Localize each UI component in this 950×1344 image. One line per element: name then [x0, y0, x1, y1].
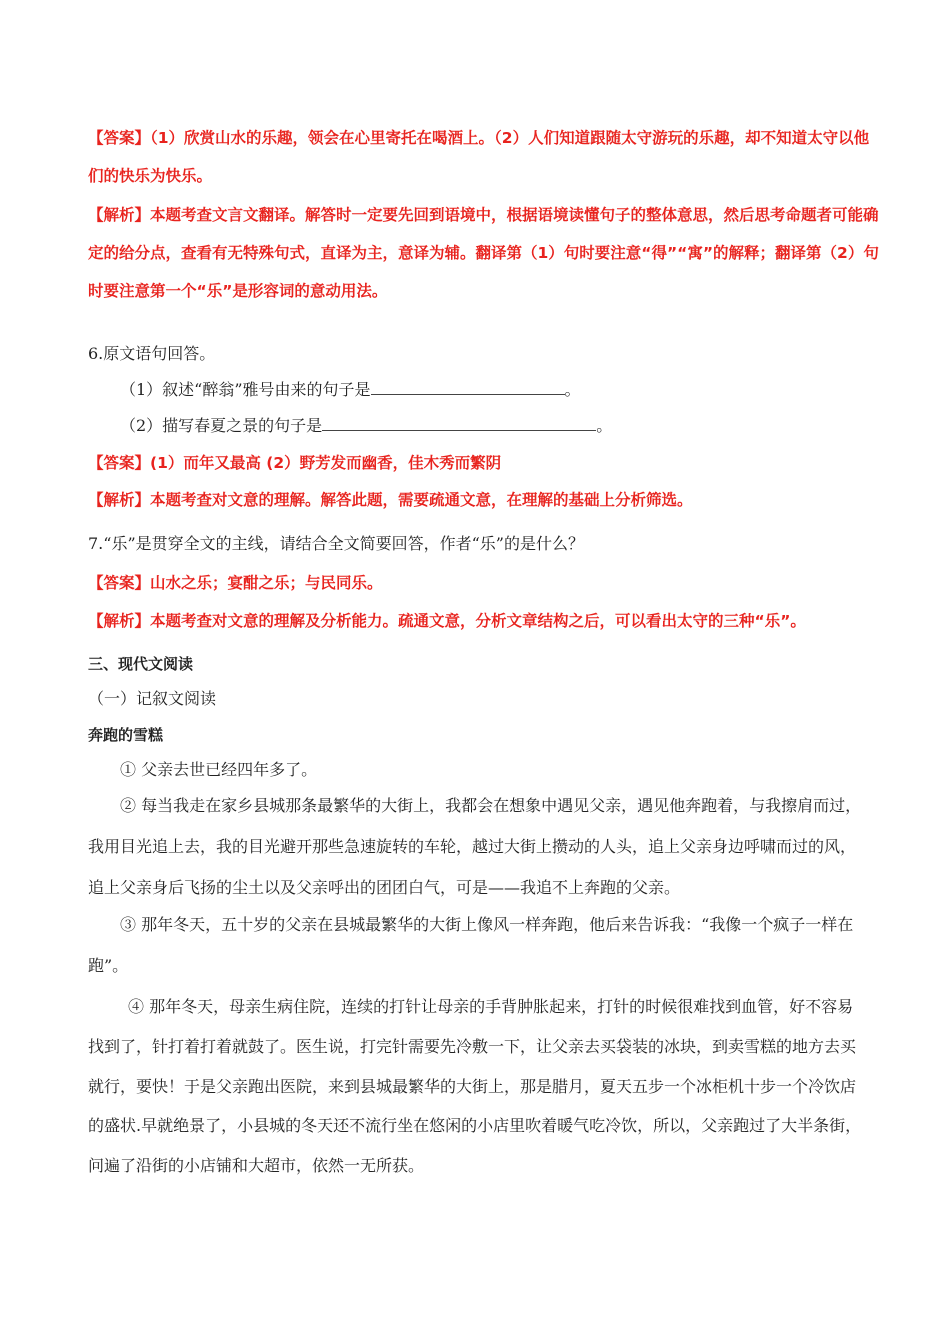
question-7-title: 7.“乐”是贯穿全文的主线，请结合全文简要回答，作者“乐”的是什么？ [88, 534, 584, 553]
question-6-sub-1-suffix: 。 [564, 380, 581, 399]
section-3-subheading: （一）记叙文阅读 [88, 689, 217, 708]
article-paragraph-3-line-1: ③ 那年冬天，五十岁的父亲在县城最繁华的大街上像风一样奔跑，他后来告诉我：“我像一个疯子一样在 [120, 915, 854, 934]
analysis-6: 【解析】本题考查对文意的理解。解答此题，需要疏通文意，在理解的基础上分析筛选。 [88, 491, 693, 509]
article-paragraph-2-line-2: 我用目光追上去，我的目光避开那些急速旋转的车轮，越过大街上攒动的人头，追上父亲身边呼啸而过的风， [88, 837, 857, 856]
analysis-5-line-1: 【解析】本题考查文言文翻译。解答时一定要先回到语境中，根据语境读懂句子的整体意思，然后思考命题者可能确 [88, 206, 879, 224]
article-title: 奔跑的雪糕 [88, 726, 164, 744]
question-6-sub-1-prefix: （1）叙述“醉翁”雅号由来的句子是 [120, 380, 371, 399]
answer-5-line-1: 【答案】（1）欣赏山水的乐趣，领会在心里寄托在喝酒上。（2）人们知道跟随太守游玩的乐趣，却不知道太守以他 [88, 129, 870, 147]
article-paragraph-1: ① 父亲去世已经四年多了。 [120, 760, 318, 779]
analysis-5-line-2: 定的给分点，查看有无特殊句式，直译为主，意译为辅。翻译第（1）句时要注意“得”“寓”的解释；翻译第（2）句 [88, 244, 879, 262]
answer-5-line-2: 们的快乐为快乐。 [88, 167, 213, 185]
question-6-sub-2 [120, 414, 612, 438]
analysis-5-line-3: 时要注意第一个“乐”是形容词的意动用法。 [88, 282, 388, 300]
answer-6: 【答案】(1）而年又最高 (2）野芳发而幽香，佳木秀而繁阴 [88, 454, 502, 472]
article-paragraph-4-line-1: ④ 那年冬天，母亲生病住院，连续的打针让母亲的手背肿胀起来，打针的时候很难找到血管，好不容易 [128, 997, 854, 1016]
article-paragraph-4-line-5: 问遍了沿街的小店铺和大超市，依然一无所获。 [88, 1156, 425, 1175]
article-paragraph-2-line-3: 追上父亲身后飞扬的尘土以及父亲呼出的团团白气，可是——我追不上奔跑的父亲。 [88, 878, 681, 897]
answer-7: 【答案】山水之乐；宴酣之乐；与民同乐。 [88, 574, 383, 592]
article-paragraph-4-line-3: 就行，要快！于是父亲跑出医院，来到县城最繁华的大街上，那是腊月，夏天五步一个冰柜机十步一个冷饮店 [88, 1077, 857, 1096]
article-paragraph-2-line-1: ② 每当我走在家乡县城那条最繁华的大街上，我都会在想象中遇见父亲，遇见他奔跑着，与我擦肩而过， [120, 796, 862, 815]
article-paragraph-3-line-2: 跑”。 [88, 956, 129, 975]
article-paragraph-4-line-4: 的盛状.早就绝景了，小县城的冬天还不流行坐在悠闲的小店里吹着暖气吃冷饮，所以，父亲跑过了大半条街， [88, 1116, 862, 1135]
answer-blank-1[interactable] [371, 378, 565, 395]
question-6-sub-1 [120, 378, 581, 402]
question-6-sub-2-suffix: 。 [596, 416, 613, 435]
section-3-heading: 三、现代文阅读 [88, 655, 194, 673]
question-6-title: 6.原文语句回答。 [88, 344, 216, 363]
article-paragraph-4-line-2: 找到了，针打着打着就鼓了。医生说，打完针需要先冷敷一下，让父亲去买袋装的冰块，到卖雪糕的地方去买 [88, 1037, 857, 1056]
question-6-sub-2-prefix: （2）描写春夏之景的句子是 [120, 416, 323, 435]
answer-blank-2[interactable] [322, 414, 596, 431]
analysis-7: 【解析】本题考查对文意的理解及分析能力。疏通文意，分析文章结构之后，可以看出太守的三种“乐”。 [88, 612, 806, 630]
